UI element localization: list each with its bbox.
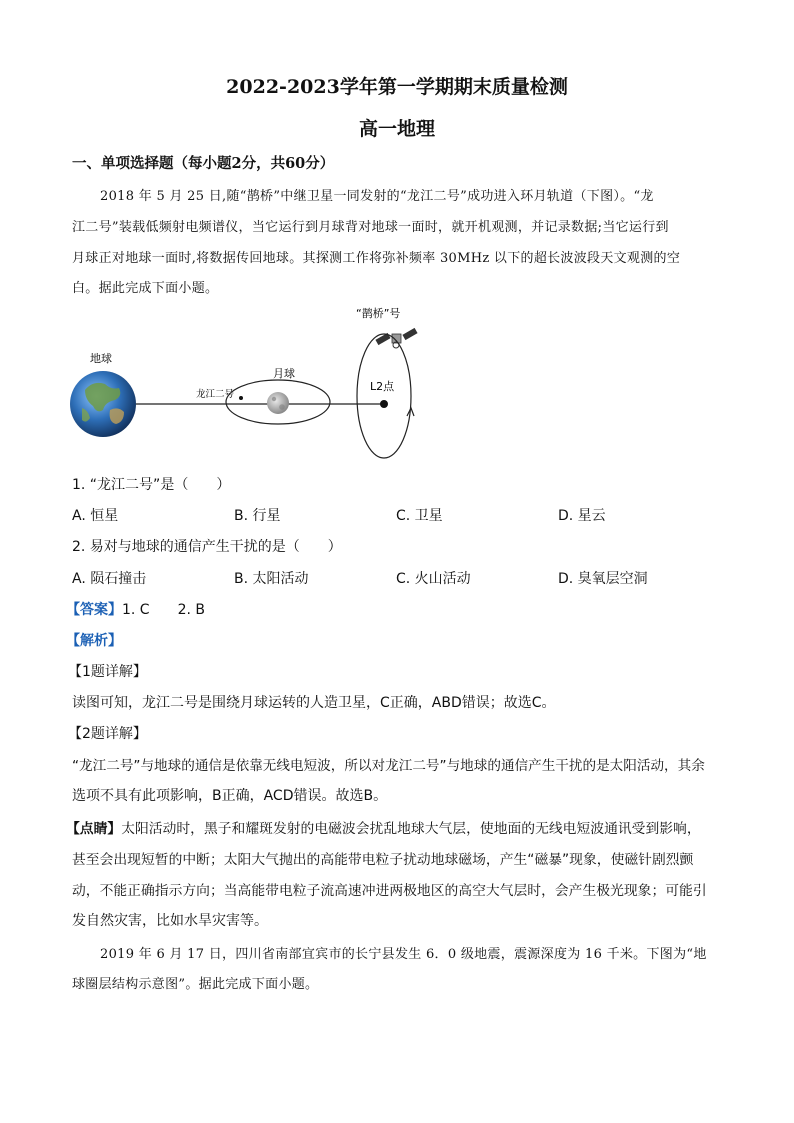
passage1-line-3: 月球正对地球一面时,将数据传回地球。其探测工作将弥补频率 30MHz 以下的超长波波段天文观测的空	[72, 251, 681, 266]
q2-detail-line-2: 选项不具有此项影响，B正确，ACD错误。故选B。	[72, 788, 388, 804]
question-1-stem: 1. “龙江二号”是（ ）	[72, 477, 231, 493]
question-2-option-d: D. 臭氧层空洞	[558, 571, 648, 587]
orbit-diagram	[60, 300, 440, 470]
passage1-line-2: 江二号”装载低频射电频谱仪，当它运行到月球背对地球一面时，就开机观测，并记录数据;当它运行到	[72, 220, 669, 235]
answer-line	[66, 599, 716, 619]
queqiao-label: “鹊桥”号	[356, 307, 401, 320]
tip-line-2: 甚至会出现短暂的中断；太阳大气抛出的高能带电粒子扰动地球磁场，产生“磁暴”现象，使磁针剧烈颤	[72, 852, 694, 868]
question-2-option-c: C. 火山活动	[396, 571, 471, 587]
tip-line-4: 发自然灾害，比如水旱灾害等。	[72, 913, 268, 929]
longjiang-label: 龙江二号	[196, 389, 235, 400]
longjiang-satellite-dot	[239, 396, 243, 400]
exam-title: 2022-2023学年第一学期期末质量检测	[226, 76, 568, 98]
exam-subject: 高一地理	[358, 118, 435, 140]
q1-detail-tag: 【1题详解】	[68, 664, 147, 680]
question-1-option-b: B. 行星	[234, 508, 281, 524]
earth-icon	[70, 371, 136, 437]
tip-tag: 【点睛】	[66, 821, 122, 837]
l2-label: L2点	[370, 380, 395, 393]
tip-line-1	[66, 817, 716, 837]
analysis-tag: 【解析】	[66, 633, 122, 649]
q1-detail-text: 读图可知，龙江二号是围绕月球运转的人造卫星，C正确，ABD错误；故选C。	[72, 695, 556, 711]
q2-detail-line-1: “龙江二号”与地球的通信是依靠无线电短波，所以对龙江二号”与地球的通信产生干扰的是太阳活动，其余	[72, 758, 705, 774]
answer-tag: 【答案】	[66, 602, 122, 618]
question-1-option-c: C. 卫星	[396, 508, 443, 524]
question-1-option-d: D. 星云	[558, 508, 606, 524]
question-2-stem: 2. 易对与地球的通信产生干扰的是（ ）	[72, 539, 342, 555]
tip-text-1: 太阳活动时，黑子和耀斑发射的电磁波会扰乱地球大气层，使地面的无线电短波通讯受到影响，	[121, 821, 701, 837]
passage2-line-1: 2019 年 6 月 17 日，四川省南部宜宾市的长宁县发生 6．0 级地震，震源深度为 16 千米。下图为“地	[100, 947, 707, 962]
question-2-option-b: B. 太阳活动	[234, 571, 309, 587]
passage2-line-2: 球圈层结构示意图”。据此完成下面小题。	[72, 977, 319, 992]
answer-value: 1. C 2. B	[122, 602, 205, 618]
passage1-line-4: 白。据此完成下面小题。	[72, 281, 219, 296]
section-heading: 一、单项选择题（每小题2分，共60分）	[72, 155, 335, 172]
halo-orbit	[357, 334, 411, 458]
queqiao-satellite-icon	[375, 328, 417, 348]
q2-detail-tag: 【2题详解】	[68, 726, 147, 742]
moon-icon	[267, 392, 289, 414]
earth-label: 地球	[90, 352, 112, 365]
question-1-option-a: A. 恒星	[72, 508, 119, 524]
analysis-tag-line	[66, 630, 716, 650]
passage1-line-1: 2018 年 5 月 25 日,随“鹊桥”中继卫星一同发射的“龙江二号”成功进入环月轨道（下图）。“龙	[100, 189, 654, 204]
tip-line-3: 动，不能正确指示方向；当高能带电粒子流高速冲进两极地区的高空大气层时，会产生极光现象；可能引	[72, 883, 707, 899]
l2-point	[380, 400, 388, 408]
moon-label: 月球	[273, 367, 295, 380]
question-2-option-a: A. 陨石撞击	[72, 571, 147, 587]
